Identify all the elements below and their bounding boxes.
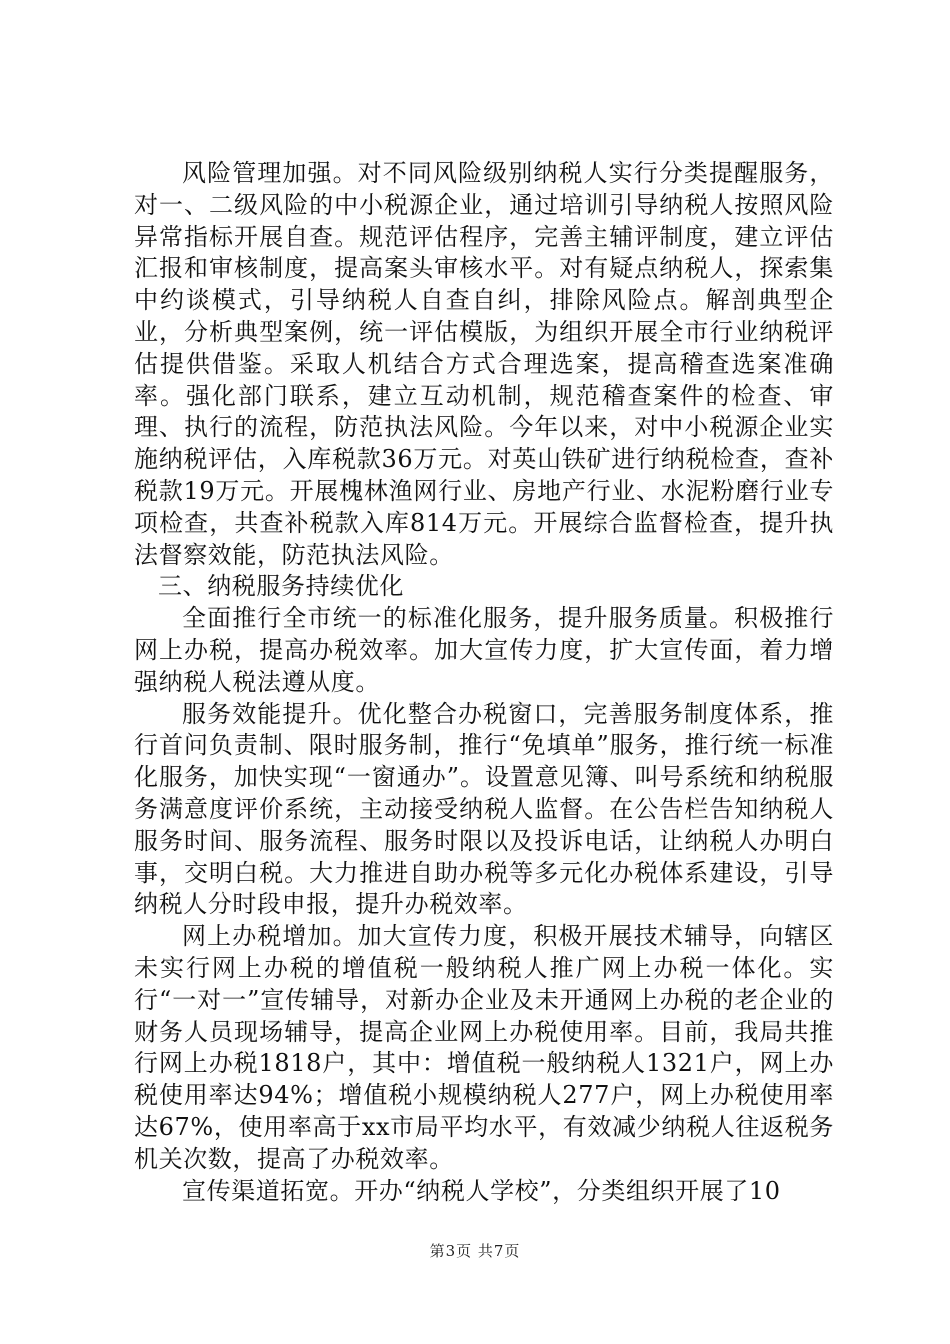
paragraph-standard-service: 全面推行全市统一的标准化服务，提升服务质量。积极推行网上办税，提高办税效率。加大宣传力度，扩大宣传面，着力增强纳税人税法遵从度。 [134,604,834,696]
paragraph-publicity-channels: 宣传渠道拓宽。开办“纳税人学校”，分类组织开展了10 [182,1176,781,1205]
paragraph-service-efficiency: 服务效能提升。优化整合办税窗口，完善服务制度体系，推行首问负责制、限时服务制，推行“免填单”服务，推行统一标准化服务，加快实现“一窗通办”。设置意见簿、叫号系统和纳税服务满意度评价系统，主动接受纳税人监督。在公告栏告知纳税人服务时间、服务流程、服务时限以及投诉电话，让纳税人办明白事，交明白税。大力推进自助办税等多元化办税体系建设，引导纳税人分时段申报，提升办税效率。 [134,699,834,919]
section-heading-tax-service: 三、纳税服务持续优化 [158,572,404,601]
paragraph-risk-management: 风险管理加强。对不同风险级别纳税人实行分类提醒服务，对一、二级风险的中小税源企业，通过培训引导纳税人按照风险异常指标开展自查。规范评估程序，完善主辅评制度，建立评估汇报和审核制度，提高案头审核水平。对有疑点纳税人，探索集中约谈模式，引导纳税人自查自纠，排除风险点。解剖典型企业，分析典型案例，统一评估模版，为组织开展全市行业纳税评估提供借鉴。采取人机结合方式合理选案，提高稽查选案准确率。强化部门联系，建立互动机制，规范稽查案件的检查、审理、执行的流程，防范执法风险。今年以来，对中小税源企业实施纳税评估，入库税款36万元。对英山铁矿进行纳税检查，查补税款19万元。开展槐林渔网行业、房地产行业、水泥粉磨行业专项检查，共查补税款入库814万元。开展综合监督检查，提升执法督察效能，防范执法风险。 [134,159,834,569]
document-body [134,158,834,1207]
page-number-footer: 第3页 共7页 [429,1242,521,1260]
paragraph-online-tax: 网上办税增加。加大宣传力度，积极开展技术辅导，向辖区未实行网上办税的增值税一般纳税人推广网上办税一体化。实行“一对一”宣传辅导，对新办企业及未开通网上办税的老企业的财务人员现场辅导，提高企业网上办税使用率。目前，我局共推行网上办税1818户，其中：增值税一般纳税人1321户，网上办税使用率达94%；增值税小规模纳税人277户，网上办税使用率达67%，使用率高于xx市局平均水平，有效减少纳税人往返税务机关次数，提高了办税效率。 [134,922,834,1173]
